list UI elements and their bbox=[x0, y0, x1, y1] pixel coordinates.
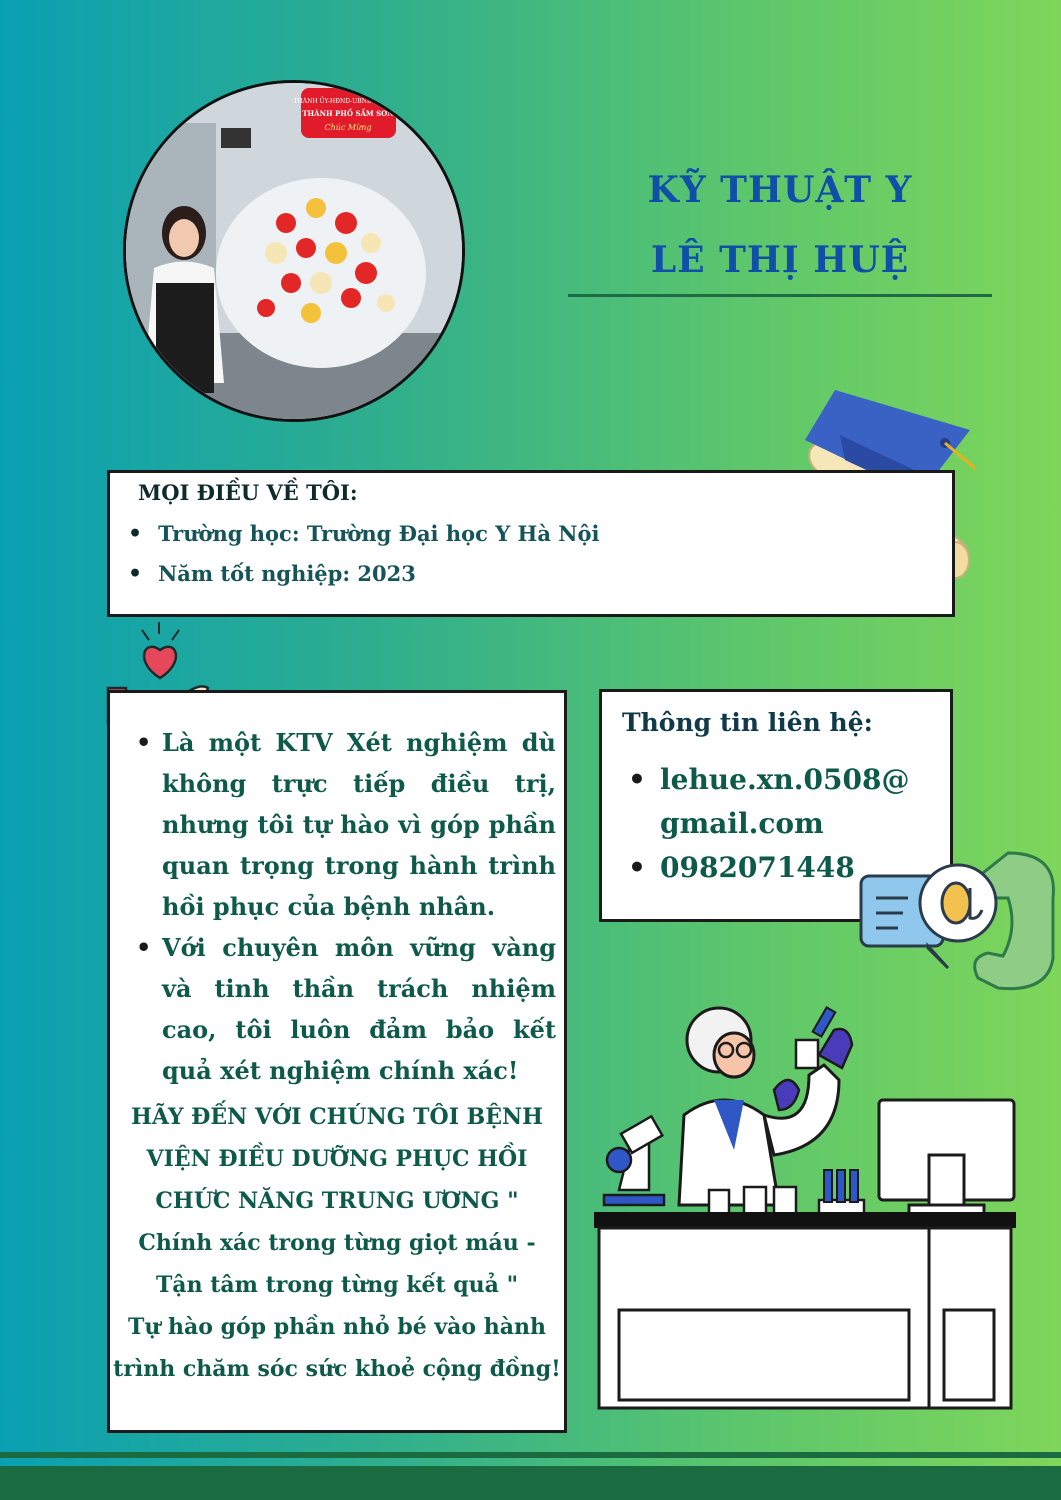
title-line-1: KỸ THUẬT Y bbox=[647, 169, 913, 211]
profile-photo bbox=[123, 80, 465, 422]
contact-heading: Thông tin liên hệ: bbox=[622, 708, 873, 737]
chat-phone-icon bbox=[858, 848, 1058, 998]
cta-hospital: HÃY ĐẾN VỚI CHÚNG TÔI BỆNH VIỆN ĐIỀU DƯỠNG PHỤC HỒI CHỨC NĂNG TRUNG ƯƠNG " bbox=[131, 1104, 543, 1214]
lab-scientist-illustration bbox=[594, 1000, 1019, 1410]
about-heading: MỌI ĐIỀU VỀ TÔI: bbox=[138, 480, 358, 505]
title-divider bbox=[568, 294, 992, 297]
about-item-graduation: • Năm tốt nghiệp: 2023 bbox=[128, 555, 599, 595]
intro-list bbox=[130, 722, 556, 1091]
footer-bar bbox=[0, 1466, 1061, 1500]
footer-bar-thin bbox=[0, 1452, 1061, 1458]
cta-slogan: Chính xác trong từng giọt máu - Tận tâm trong từng kết quả " bbox=[138, 1230, 536, 1298]
banner-text-3: Chúc Mừng bbox=[324, 123, 372, 132]
banner-text-2: THÀNH PHỐ SẦM SƠN bbox=[302, 109, 394, 118]
banner-text-1: THÀNH ỦY-HĐND-UBND-UBMTTQ bbox=[293, 98, 403, 105]
contact-email[interactable]: • lehue.xn.0508@ gmail.com bbox=[622, 758, 930, 846]
about-item-school: • Trường học: Trường Đại học Y Hà Nội bbox=[128, 515, 599, 555]
intro-item-2: • Với chuyên môn vững vàng và tinh thần trách nhiệm cao, tôi luôn đảm bảo kết quả xét nghiệm chính xác! bbox=[130, 927, 556, 1091]
call-to-action bbox=[112, 1096, 562, 1390]
intro-item-1: • Là một KTV Xét nghiệm dù không trực tiếp điều trị, nhưng tôi tự hào vì góp phần quan trọng trong hành trình hồi phục của bệnh nhân. bbox=[130, 722, 556, 927]
about-list bbox=[128, 515, 599, 595]
contact-phone[interactable]: • 0982071448 bbox=[622, 846, 930, 890]
cta-pride: Tự hào góp phần nhỏ bé vào hành trình chăm sóc sức khoẻ cộng đồng! bbox=[113, 1314, 561, 1382]
page-title bbox=[560, 155, 1000, 295]
title-line-2: LÊ THỊ HUỆ bbox=[650, 239, 910, 281]
